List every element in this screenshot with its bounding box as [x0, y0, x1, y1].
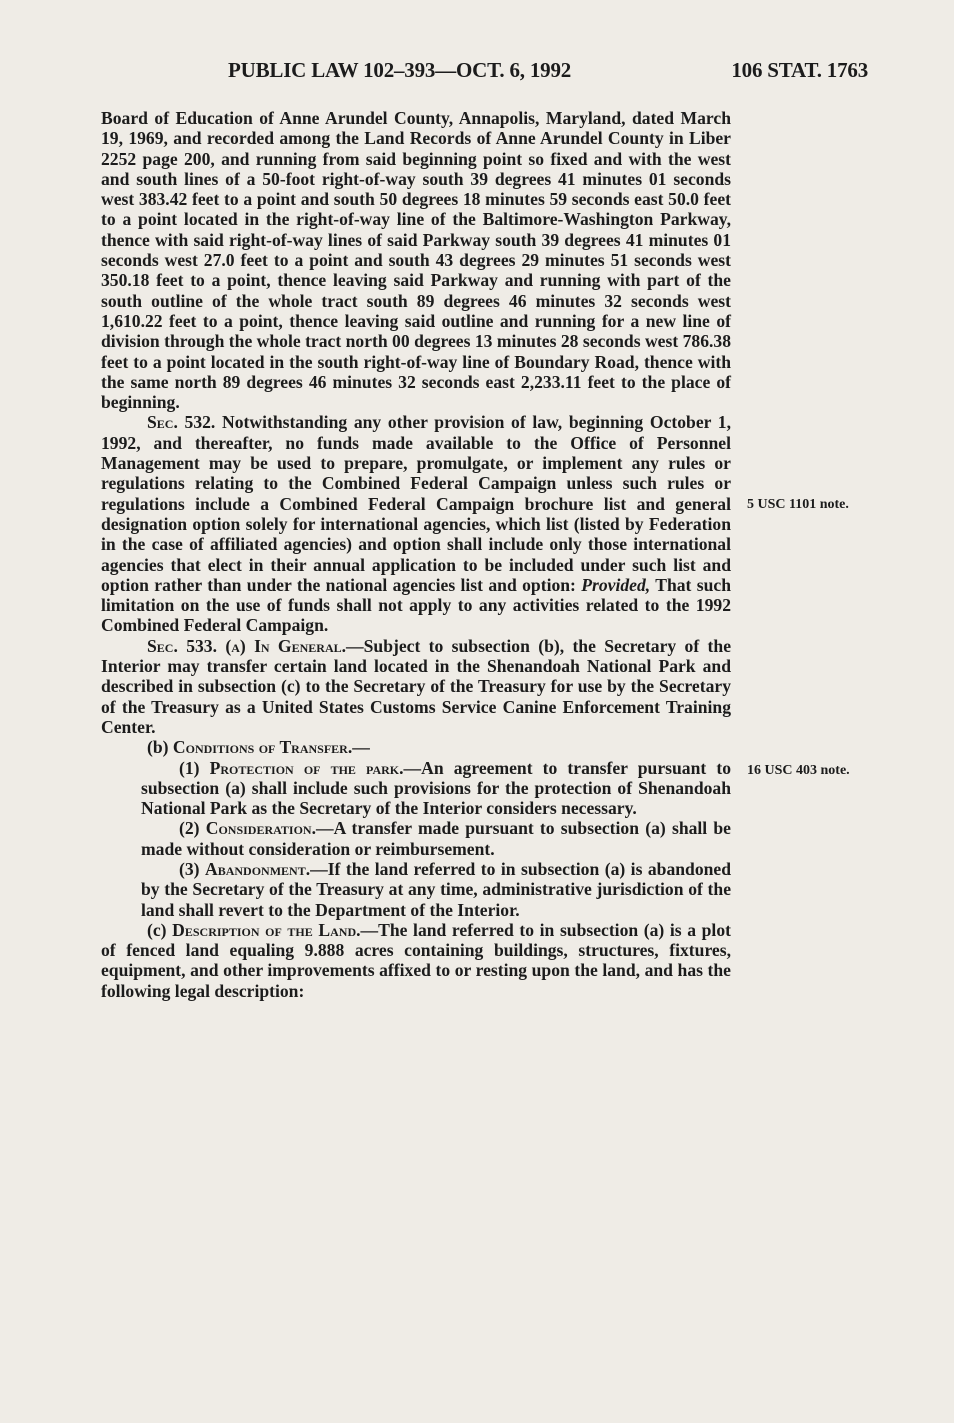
paragraph-heading: Protection of the park. — [209, 757, 404, 778]
margin-note-sec532: 5 USC 1101 note. — [747, 497, 849, 512]
proviso-word: Provided, — [581, 574, 651, 595]
body-text — [101, 108, 731, 1001]
section-text-tail: That such limitation on the use of funds shall not apply to any activities related to the 1992 Combined Federal Campaign. — [101, 574, 731, 636]
section-532 — [101, 412, 731, 635]
subsection-heading: Conditions of Transfer. — [172, 737, 353, 758]
paragraph-number: (1) — [179, 757, 210, 778]
paragraph-b2 — [101, 818, 731, 859]
paragraph-number: (3) — [179, 858, 205, 879]
subsection-text: —The land referred to in subsection (a) is a plot of fenced land equaling 9.888 acres containing buildings, structures, fixtures, equipment, and other improvements affixed to or resting upon the land, and has the following legal description: — [101, 919, 731, 1001]
paragraph-b3 — [101, 859, 731, 920]
paragraph-text: —If the land referred to in subsection (a) is abandoned by the Secretary of the Treasury at any time, administrative jurisdiction of the land shall revert to the Department of the Interior. — [141, 858, 731, 920]
paragraph-land-description: Board of Education of Anne Arundel County, Annapolis, Maryland, dated March 19, 1969, and recorded among the Land Records of Anne Arundel County in Liber 2252 page 200, and running from said beginning point so fixed and with the west and south lines of a 50-foot right-of-way south 39 degrees 41 minutes 01 seconds west 383.42 feet to a point and south 50 degrees 18 minutes 59 seconds east 50.0 feet to a point located in the right-of-way line of the Baltimore-Washington Parkway, thence with said right-of-way lines of said Parkway south 39 degrees 41 minutes 01 seconds west 27.0 feet to a point and south 43 degrees 29 minutes 51 seconds west 350.18 feet to a point, thence leaving said Parkway and running with part of the south outline of the whole tract south 89 degrees 46 minutes 32 seconds west 1,610.22 feet to a point, thence leaving said outline and running for a new line of division through the whole tract north 00 degrees 13 minutes 28 seconds west 786.38 feet to a point located in the south right-of-way line of Boundary Road, thence with the same north 89 degrees 46 minutes 32 seconds east 2,233.11 feet to the place of beginning. — [101, 108, 731, 413]
subsection-c — [101, 920, 731, 1001]
paragraph-number: (2) — [179, 818, 206, 839]
page-header — [228, 58, 868, 90]
margin-note-sec533: 16 USC 403 note. — [747, 763, 850, 778]
paragraph-b1 — [101, 758, 731, 819]
section-label: Sec. 532. — [147, 412, 216, 433]
section-label: Sec. 533. — [147, 635, 217, 656]
header-page-number: 106 STAT. 1763 — [731, 58, 868, 82]
subsection-heading: (a) In General. — [217, 635, 347, 656]
subsection-b — [101, 737, 731, 757]
subsection-number: (c) — [147, 919, 173, 940]
section-text: Notwithstanding any other provision of law, beginning October 1, 1992, and thereafter, no funds made available to the Office of Personnel Management may be used to prepare, promulgate, or implement any rules or regulations relating to the Combined Federal Campaign unless such rules or regulations include a Combined Federal Campaign brochure list and general designation option solely for international agencies, which list (listed by Federation in the case of affiliated agencies) and option shall include only those international agencies that elect in their annual application to be included under such list and option rather than under the national agencies list and option: — [101, 412, 731, 595]
dash: — — [352, 737, 370, 758]
subsection-heading: Description of the Land. — [172, 919, 361, 940]
paragraph-heading: Abandonment. — [204, 858, 311, 879]
paragraph-heading: Consideration. — [205, 818, 316, 839]
section-text: —Subject to subsection (b), the Secretary of the Interior may transfer certain land located in the Shenandoah National Park and described in subsection (c) to the Secretary of the Treasury for use by the Secretary of the Treasury as a United States Customs Service Canine Enforcement Training Center. — [101, 635, 732, 737]
subsection-number: (b) — [147, 737, 173, 758]
paragraph-text: —A transfer made pursuant to subsection (a) shall be made without consideration or reimbursement. — [141, 818, 731, 859]
paragraph-text: —An agreement to transfer pursuant to subsection (a) shall include such provisions for the protection of Shenandoah National Park as the Secretary of the Interior considers necessary. — [141, 757, 731, 819]
header-title: PUBLIC LAW 102–393—OCT. 6, 1992 — [228, 58, 572, 82]
section-533 — [101, 636, 731, 737]
